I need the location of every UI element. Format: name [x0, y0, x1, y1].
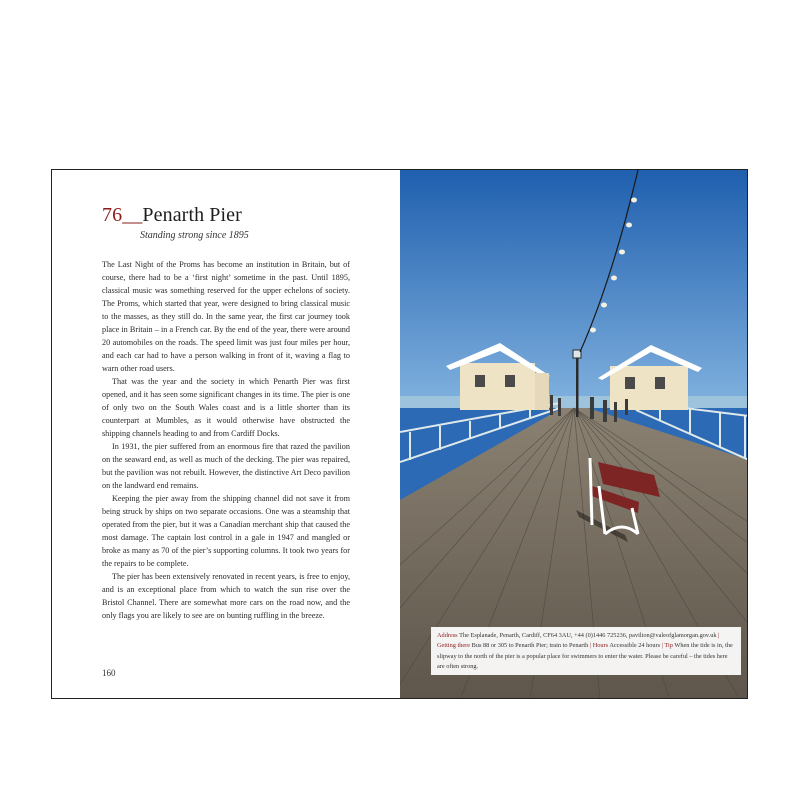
- tip-text: When the tide is in, the slipway to the north of the pier is a popular place for swimmers to enter the water. Please be careful – the tides here are often strong.: [437, 642, 733, 671]
- pier-illustration: [400, 170, 748, 699]
- book-spread: [51, 169, 748, 699]
- separator: |: [718, 632, 720, 639]
- chapter-number: 76: [102, 204, 123, 226]
- hours-label: Hours: [592, 642, 609, 650]
- left-page: [52, 170, 400, 698]
- page-number: 160: [102, 668, 116, 678]
- address-text: The Esplanade, Penarth, Cardiff, CF64 3AU, +44 (0)1446 725236, pavilion@valeofglamorgan.gov.uk: [459, 632, 717, 639]
- title-separator: __: [122, 204, 143, 226]
- visitor-info-box: [431, 627, 741, 675]
- paragraph: The Last Night of the Proms has become an institution in Britain, but of course, there had to be a ‘first night’ sometime in the past. Until 1895, classical music was something reserved for the upper echelons of society. The Proms, which started that year, were designed to bring classical music to the masses, as they still do. In the same year, the first car journey took place in Britain – in a French car. By the end of the year, there were around 20 automobiles on the roads. The speed limit was just four miles per hour, and each car had to have a person walking in front of it, waving a flag to warn other road users.: [102, 260, 350, 373]
- getting-there-text: Bus 88 or 305 to Penarth Pier; train to Penarth: [471, 642, 589, 650]
- separator: |: [589, 642, 593, 650]
- address-label: Address: [437, 632, 458, 639]
- tip-label: Tip: [664, 642, 673, 650]
- getting-there-label: Getting there: [437, 642, 471, 650]
- body-text: [102, 258, 350, 622]
- paragraph: In 1931, the pier suffered from an enormous fire that razed the pavilion on the seaward end, as well as much of the decking. The pier was repaired, but the pavilion was not rebuilt. However, the distinctive Art Deco pavilion on the landward end remains.: [102, 442, 350, 490]
- sea: [400, 396, 748, 408]
- page-title: [102, 204, 242, 227]
- paragraph: That was the year and the society in which Penarth Pier was first opened, and it has seen some significant changes in its time. The pier is one of only two on the South Wales coast and is a little shorter than its counterpart at Mumbles, as it would otherwise have obstructed the shipping channels heading to and from Cardiff Docks.: [102, 377, 350, 438]
- page-subtitle: Standing strong since 1895: [140, 230, 249, 241]
- separator: |: [661, 642, 665, 650]
- paragraph: The pier has been extensively renovated in recent years, is free to enjoy, and is an exceptional place from which to watch the sun rise over the Bristol Channel. There are somewhat more cars on the road now, and the only flags you are likely to see are on bunting ruffling in the breeze.: [102, 572, 350, 620]
- paragraph: Keeping the pier away from the shipping channel did not save it from being struck by ships on two separate occasions. One was a steamship that operated from the pier, but it was a Canadian merchant ship that caused the most damage. The captain lost control in a gale in 1947 and mangled or broke as many as 70 of the pier’s supporting columns. It took two years for the repairs to be complete.: [102, 494, 350, 568]
- title-text: Penarth Pier: [142, 204, 242, 226]
- pier-photo: [400, 170, 748, 699]
- hours-text: Accessible 24 hours: [609, 642, 661, 650]
